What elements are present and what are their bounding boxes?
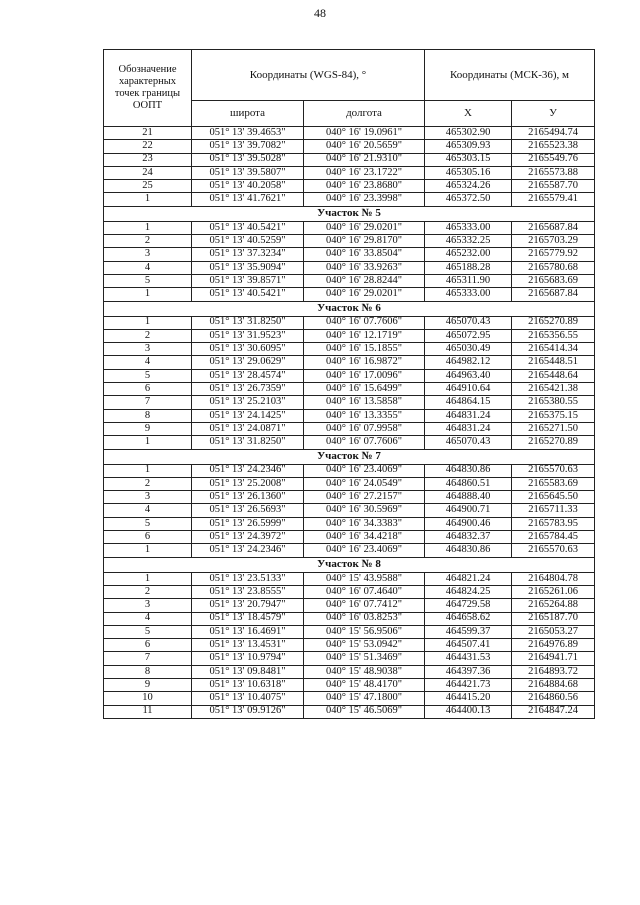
y-coordinate-cell: 2165783.95 bbox=[512, 517, 595, 530]
latitude-cell: 051° 13' 09.8481" bbox=[192, 665, 304, 678]
x-coordinate-cell: 465311.90 bbox=[425, 274, 512, 287]
y-coordinate-cell: 2165448.64 bbox=[512, 369, 595, 382]
table-row bbox=[104, 436, 595, 449]
longitude-cell: 040° 16' 19.0961" bbox=[304, 127, 425, 140]
table-row bbox=[104, 140, 595, 153]
latitude-cell: 051° 13' 39.4653" bbox=[192, 127, 304, 140]
point-id-cell: 23 bbox=[104, 153, 192, 166]
point-id-cell: 3 bbox=[104, 343, 192, 356]
table-row bbox=[104, 422, 595, 435]
point-id-cell: 2 bbox=[104, 477, 192, 490]
point-id-cell: 7 bbox=[104, 396, 192, 409]
longitude-cell: 040° 16' 16.9872" bbox=[304, 356, 425, 369]
section-title: Участок № 7 bbox=[104, 449, 595, 464]
point-id-cell: 4 bbox=[104, 612, 192, 625]
longitude-cell: 040° 16' 23.3998" bbox=[304, 193, 425, 206]
latitude-cell: 051° 13' 39.8571" bbox=[192, 274, 304, 287]
point-id-cell: 4 bbox=[104, 504, 192, 517]
table-row bbox=[104, 531, 595, 544]
point-id-cell: 22 bbox=[104, 140, 192, 153]
latitude-cell: 051° 13' 30.6095" bbox=[192, 343, 304, 356]
y-coordinate-cell: 2164976.89 bbox=[512, 639, 595, 652]
table-row bbox=[104, 692, 595, 705]
section-header-row bbox=[104, 301, 595, 316]
point-id-cell: 3 bbox=[104, 248, 192, 261]
latitude-cell: 051° 13' 39.7082" bbox=[192, 140, 304, 153]
y-coordinate-cell: 2164893.72 bbox=[512, 665, 595, 678]
latitude-cell: 051° 13' 24.3972" bbox=[192, 531, 304, 544]
point-id-cell: 21 bbox=[104, 127, 192, 140]
y-coordinate-cell: 2165270.89 bbox=[512, 316, 595, 329]
point-id-cell: 1 bbox=[104, 221, 192, 234]
latitude-cell: 051° 13' 20.7947" bbox=[192, 599, 304, 612]
section-header-row bbox=[104, 557, 595, 572]
longitude-cell: 040° 16' 33.9263" bbox=[304, 261, 425, 274]
table-row bbox=[104, 504, 595, 517]
longitude-cell: 040° 16' 29.0201" bbox=[304, 288, 425, 301]
point-id-cell: 2 bbox=[104, 329, 192, 342]
table-row bbox=[104, 665, 595, 678]
latitude-cell: 051° 13' 25.2008" bbox=[192, 477, 304, 490]
section-title: Участок № 6 bbox=[104, 301, 595, 316]
x-coordinate-cell: 464830.86 bbox=[425, 544, 512, 557]
y-coordinate-cell: 2165687.84 bbox=[512, 288, 595, 301]
header-wgs84: Координаты (WGS-84), ° bbox=[192, 50, 425, 101]
point-id-cell: 3 bbox=[104, 491, 192, 504]
y-coordinate-cell: 2165271.50 bbox=[512, 422, 595, 435]
latitude-cell: 051° 13' 37.3234" bbox=[192, 248, 304, 261]
point-id-cell: 6 bbox=[104, 531, 192, 544]
longitude-cell: 040° 16' 13.5858" bbox=[304, 396, 425, 409]
longitude-cell: 040° 16' 17.0096" bbox=[304, 369, 425, 382]
longitude-cell: 040° 16' 07.7606" bbox=[304, 436, 425, 449]
latitude-cell: 051° 13' 41.7621" bbox=[192, 193, 304, 206]
point-id-cell: 11 bbox=[104, 705, 192, 718]
x-coordinate-cell: 464910.64 bbox=[425, 383, 512, 396]
x-coordinate-cell: 465324.26 bbox=[425, 180, 512, 193]
longitude-cell: 040° 16' 03.8253" bbox=[304, 612, 425, 625]
point-id-cell: 1 bbox=[104, 464, 192, 477]
longitude-cell: 040° 15' 48.4170" bbox=[304, 678, 425, 691]
latitude-cell: 051° 13' 40.5259" bbox=[192, 235, 304, 248]
x-coordinate-cell: 465302.90 bbox=[425, 127, 512, 140]
y-coordinate-cell: 2165448.51 bbox=[512, 356, 595, 369]
table-row bbox=[104, 652, 595, 665]
latitude-cell: 051° 13' 31.8250" bbox=[192, 436, 304, 449]
y-coordinate-cell: 2165356.55 bbox=[512, 329, 595, 342]
x-coordinate-cell: 465309.93 bbox=[425, 140, 512, 153]
longitude-cell: 040° 15' 56.9506" bbox=[304, 625, 425, 638]
x-coordinate-cell: 465188.28 bbox=[425, 261, 512, 274]
latitude-cell: 051° 13' 24.0871" bbox=[192, 422, 304, 435]
longitude-cell: 040° 16' 07.7606" bbox=[304, 316, 425, 329]
x-coordinate-cell: 464507.41 bbox=[425, 639, 512, 652]
table-row bbox=[104, 612, 595, 625]
x-coordinate-cell: 465333.00 bbox=[425, 221, 512, 234]
longitude-cell: 040° 16' 23.8680" bbox=[304, 180, 425, 193]
latitude-cell: 051° 13' 18.4579" bbox=[192, 612, 304, 625]
y-coordinate-cell: 2165261.06 bbox=[512, 585, 595, 598]
x-coordinate-cell: 464729.58 bbox=[425, 599, 512, 612]
table-row bbox=[104, 464, 595, 477]
header-longitude: долгота bbox=[304, 101, 425, 127]
x-coordinate-cell: 464658.62 bbox=[425, 612, 512, 625]
x-coordinate-cell: 464821.24 bbox=[425, 572, 512, 585]
longitude-cell: 040° 16' 28.8244" bbox=[304, 274, 425, 287]
x-coordinate-cell: 464831.24 bbox=[425, 422, 512, 435]
y-coordinate-cell: 2165687.84 bbox=[512, 221, 595, 234]
y-coordinate-cell: 2165703.29 bbox=[512, 235, 595, 248]
x-coordinate-cell: 464888.40 bbox=[425, 491, 512, 504]
latitude-cell: 051° 13' 31.8250" bbox=[192, 316, 304, 329]
x-coordinate-cell: 465232.00 bbox=[425, 248, 512, 261]
x-coordinate-cell: 464832.37 bbox=[425, 531, 512, 544]
table-row bbox=[104, 288, 595, 301]
point-id-cell: 4 bbox=[104, 261, 192, 274]
y-coordinate-cell: 2165784.45 bbox=[512, 531, 595, 544]
coordinates-table bbox=[103, 49, 595, 719]
y-coordinate-cell: 2165523.38 bbox=[512, 140, 595, 153]
table-row bbox=[104, 517, 595, 530]
y-coordinate-cell: 2164860.56 bbox=[512, 692, 595, 705]
latitude-cell: 051° 13' 23.8555" bbox=[192, 585, 304, 598]
table-row bbox=[104, 383, 595, 396]
x-coordinate-cell: 465030.49 bbox=[425, 343, 512, 356]
longitude-cell: 040° 16' 15.6499" bbox=[304, 383, 425, 396]
table-row bbox=[104, 180, 595, 193]
longitude-cell: 040° 16' 23.1722" bbox=[304, 166, 425, 179]
table-row bbox=[104, 235, 595, 248]
x-coordinate-cell: 465070.43 bbox=[425, 316, 512, 329]
table-row bbox=[104, 248, 595, 261]
longitude-cell: 040° 16' 12.1719" bbox=[304, 329, 425, 342]
section-header-row bbox=[104, 206, 595, 221]
y-coordinate-cell: 2165549.76 bbox=[512, 153, 595, 166]
latitude-cell: 051° 13' 23.5133" bbox=[192, 572, 304, 585]
header-latitude: широта bbox=[192, 101, 304, 127]
x-coordinate-cell: 465333.00 bbox=[425, 288, 512, 301]
longitude-cell: 040° 16' 07.7412" bbox=[304, 599, 425, 612]
x-coordinate-cell: 464397.36 bbox=[425, 665, 512, 678]
page-number: 48 bbox=[314, 6, 326, 20]
latitude-cell: 051° 13' 28.4574" bbox=[192, 369, 304, 382]
point-id-cell: 5 bbox=[104, 369, 192, 382]
x-coordinate-cell: 464864.15 bbox=[425, 396, 512, 409]
x-coordinate-cell: 464824.25 bbox=[425, 585, 512, 598]
latitude-cell: 051° 13' 13.4531" bbox=[192, 639, 304, 652]
latitude-cell: 051° 13' 10.4075" bbox=[192, 692, 304, 705]
point-id-cell: 9 bbox=[104, 678, 192, 691]
x-coordinate-cell: 464400.13 bbox=[425, 705, 512, 718]
y-coordinate-cell: 2165264.88 bbox=[512, 599, 595, 612]
longitude-cell: 040° 16' 13.3355" bbox=[304, 409, 425, 422]
table-row bbox=[104, 369, 595, 382]
latitude-cell: 051° 13' 40.2058" bbox=[192, 180, 304, 193]
longitude-cell: 040° 16' 33.8504" bbox=[304, 248, 425, 261]
point-id-cell: 2 bbox=[104, 235, 192, 248]
point-id-cell: 2 bbox=[104, 585, 192, 598]
point-id-cell: 3 bbox=[104, 599, 192, 612]
longitude-cell: 040° 15' 47.1800" bbox=[304, 692, 425, 705]
longitude-cell: 040° 15' 43.9588" bbox=[304, 572, 425, 585]
point-id-cell: 1 bbox=[104, 544, 192, 557]
latitude-cell: 051° 13' 39.5807" bbox=[192, 166, 304, 179]
latitude-cell: 051° 13' 35.9094" bbox=[192, 261, 304, 274]
y-coordinate-cell: 2165645.50 bbox=[512, 491, 595, 504]
point-id-cell: 5 bbox=[104, 517, 192, 530]
latitude-cell: 051° 13' 29.0629" bbox=[192, 356, 304, 369]
point-id-cell: 25 bbox=[104, 180, 192, 193]
table-row bbox=[104, 705, 595, 718]
header-y: У bbox=[512, 101, 595, 127]
table-row bbox=[104, 639, 595, 652]
x-coordinate-cell: 464900.46 bbox=[425, 517, 512, 530]
header-msk36: Координаты (МСК-36), м bbox=[425, 50, 595, 101]
y-coordinate-cell: 2165579.41 bbox=[512, 193, 595, 206]
point-id-cell: 1 bbox=[104, 572, 192, 585]
point-id-cell: 8 bbox=[104, 409, 192, 422]
table-row bbox=[104, 221, 595, 234]
y-coordinate-cell: 2164847.24 bbox=[512, 705, 595, 718]
point-id-cell: 8 bbox=[104, 665, 192, 678]
x-coordinate-cell: 465332.25 bbox=[425, 235, 512, 248]
table-row bbox=[104, 544, 595, 557]
table-row bbox=[104, 396, 595, 409]
table-row bbox=[104, 356, 595, 369]
x-coordinate-cell: 465303.15 bbox=[425, 153, 512, 166]
point-id-cell: 9 bbox=[104, 422, 192, 435]
y-coordinate-cell: 2165711.33 bbox=[512, 504, 595, 517]
y-coordinate-cell: 2165414.34 bbox=[512, 343, 595, 356]
latitude-cell: 051° 13' 40.5421" bbox=[192, 221, 304, 234]
x-coordinate-cell: 465070.43 bbox=[425, 436, 512, 449]
point-id-cell: 7 bbox=[104, 652, 192, 665]
y-coordinate-cell: 2165494.74 bbox=[512, 127, 595, 140]
latitude-cell: 051° 13' 10.6318" bbox=[192, 678, 304, 691]
table-row bbox=[104, 127, 595, 140]
point-id-cell: 1 bbox=[104, 316, 192, 329]
y-coordinate-cell: 2165587.70 bbox=[512, 180, 595, 193]
table-row bbox=[104, 274, 595, 287]
latitude-cell: 051° 13' 10.9794" bbox=[192, 652, 304, 665]
longitude-cell: 040° 15' 53.0942" bbox=[304, 639, 425, 652]
table-row bbox=[104, 585, 595, 598]
point-id-cell: 1 bbox=[104, 436, 192, 449]
latitude-cell: 051° 13' 24.1425" bbox=[192, 409, 304, 422]
table-row bbox=[104, 261, 595, 274]
point-id-cell: 5 bbox=[104, 625, 192, 638]
y-coordinate-cell: 2165187.70 bbox=[512, 612, 595, 625]
x-coordinate-cell: 465305.16 bbox=[425, 166, 512, 179]
longitude-cell: 040° 16' 23.4069" bbox=[304, 544, 425, 557]
longitude-cell: 040° 16' 34.3383" bbox=[304, 517, 425, 530]
x-coordinate-cell: 465072.95 bbox=[425, 329, 512, 342]
y-coordinate-cell: 2165380.55 bbox=[512, 396, 595, 409]
point-id-cell: 5 bbox=[104, 274, 192, 287]
table-row bbox=[104, 193, 595, 206]
x-coordinate-cell: 464831.24 bbox=[425, 409, 512, 422]
header-x: X bbox=[425, 101, 512, 127]
y-coordinate-cell: 2165270.89 bbox=[512, 436, 595, 449]
longitude-cell: 040° 16' 29.8170" bbox=[304, 235, 425, 248]
table-row bbox=[104, 625, 595, 638]
longitude-cell: 040° 16' 29.0201" bbox=[304, 221, 425, 234]
longitude-cell: 040° 16' 07.4640" bbox=[304, 585, 425, 598]
y-coordinate-cell: 2165683.69 bbox=[512, 274, 595, 287]
table-row bbox=[104, 572, 595, 585]
y-coordinate-cell: 2165779.92 bbox=[512, 248, 595, 261]
longitude-cell: 040° 16' 21.9310" bbox=[304, 153, 425, 166]
y-coordinate-cell: 2165375.15 bbox=[512, 409, 595, 422]
x-coordinate-cell: 464599.37 bbox=[425, 625, 512, 638]
table-row bbox=[104, 166, 595, 179]
table-row bbox=[104, 599, 595, 612]
latitude-cell: 051° 13' 26.1360" bbox=[192, 491, 304, 504]
y-coordinate-cell: 2164884.68 bbox=[512, 678, 595, 691]
x-coordinate-cell: 464982.12 bbox=[425, 356, 512, 369]
latitude-cell: 051° 13' 26.5693" bbox=[192, 504, 304, 517]
point-id-cell: 1 bbox=[104, 193, 192, 206]
x-coordinate-cell: 464421.73 bbox=[425, 678, 512, 691]
longitude-cell: 040° 15' 48.9038" bbox=[304, 665, 425, 678]
latitude-cell: 051° 13' 24.2346" bbox=[192, 464, 304, 477]
y-coordinate-cell: 2165573.88 bbox=[512, 166, 595, 179]
section-title: Участок № 5 bbox=[104, 206, 595, 221]
section-title: Участок № 8 bbox=[104, 557, 595, 572]
x-coordinate-cell: 464900.71 bbox=[425, 504, 512, 517]
y-coordinate-cell: 2165421.38 bbox=[512, 383, 595, 396]
x-coordinate-cell: 464830.86 bbox=[425, 464, 512, 477]
table-row bbox=[104, 153, 595, 166]
latitude-cell: 051° 13' 16.4691" bbox=[192, 625, 304, 638]
y-coordinate-cell: 2165780.68 bbox=[512, 261, 595, 274]
x-coordinate-cell: 465372.50 bbox=[425, 193, 512, 206]
point-id-cell: 4 bbox=[104, 356, 192, 369]
longitude-cell: 040° 16' 24.0549" bbox=[304, 477, 425, 490]
table-row bbox=[104, 316, 595, 329]
table-row bbox=[104, 409, 595, 422]
y-coordinate-cell: 2165570.63 bbox=[512, 544, 595, 557]
section-header-row bbox=[104, 449, 595, 464]
table-row bbox=[104, 678, 595, 691]
longitude-cell: 040° 16' 27.2157" bbox=[304, 491, 425, 504]
header-point-designation: Обозначение характерных точек границы ООПТ bbox=[104, 50, 192, 127]
point-id-cell: 24 bbox=[104, 166, 192, 179]
point-id-cell: 6 bbox=[104, 383, 192, 396]
longitude-cell: 040° 16' 07.9958" bbox=[304, 422, 425, 435]
longitude-cell: 040° 16' 15.1855" bbox=[304, 343, 425, 356]
latitude-cell: 051° 13' 39.5028" bbox=[192, 153, 304, 166]
longitude-cell: 040° 16' 20.5659" bbox=[304, 140, 425, 153]
table-body bbox=[104, 127, 595, 719]
x-coordinate-cell: 464860.51 bbox=[425, 477, 512, 490]
x-coordinate-cell: 464431.53 bbox=[425, 652, 512, 665]
y-coordinate-cell: 2165570.63 bbox=[512, 464, 595, 477]
y-coordinate-cell: 2164804.78 bbox=[512, 572, 595, 585]
point-id-cell: 1 bbox=[104, 288, 192, 301]
longitude-cell: 040° 16' 30.5969" bbox=[304, 504, 425, 517]
x-coordinate-cell: 464963.40 bbox=[425, 369, 512, 382]
latitude-cell: 051° 13' 26.7359" bbox=[192, 383, 304, 396]
table-row bbox=[104, 343, 595, 356]
longitude-cell: 040° 15' 46.5069" bbox=[304, 705, 425, 718]
latitude-cell: 051° 13' 09.9126" bbox=[192, 705, 304, 718]
table-row bbox=[104, 477, 595, 490]
latitude-cell: 051° 13' 31.9523" bbox=[192, 329, 304, 342]
y-coordinate-cell: 2165583.69 bbox=[512, 477, 595, 490]
point-id-cell: 6 bbox=[104, 639, 192, 652]
table-row bbox=[104, 491, 595, 504]
longitude-cell: 040° 16' 34.4218" bbox=[304, 531, 425, 544]
latitude-cell: 051° 13' 40.5421" bbox=[192, 288, 304, 301]
point-id-cell: 10 bbox=[104, 692, 192, 705]
table-row bbox=[104, 329, 595, 342]
y-coordinate-cell: 2165053.27 bbox=[512, 625, 595, 638]
x-coordinate-cell: 464415.20 bbox=[425, 692, 512, 705]
longitude-cell: 040° 16' 23.4069" bbox=[304, 464, 425, 477]
latitude-cell: 051° 13' 24.2346" bbox=[192, 544, 304, 557]
latitude-cell: 051° 13' 26.5999" bbox=[192, 517, 304, 530]
y-coordinate-cell: 2164941.71 bbox=[512, 652, 595, 665]
longitude-cell: 040° 15' 51.3469" bbox=[304, 652, 425, 665]
latitude-cell: 051° 13' 25.2103" bbox=[192, 396, 304, 409]
